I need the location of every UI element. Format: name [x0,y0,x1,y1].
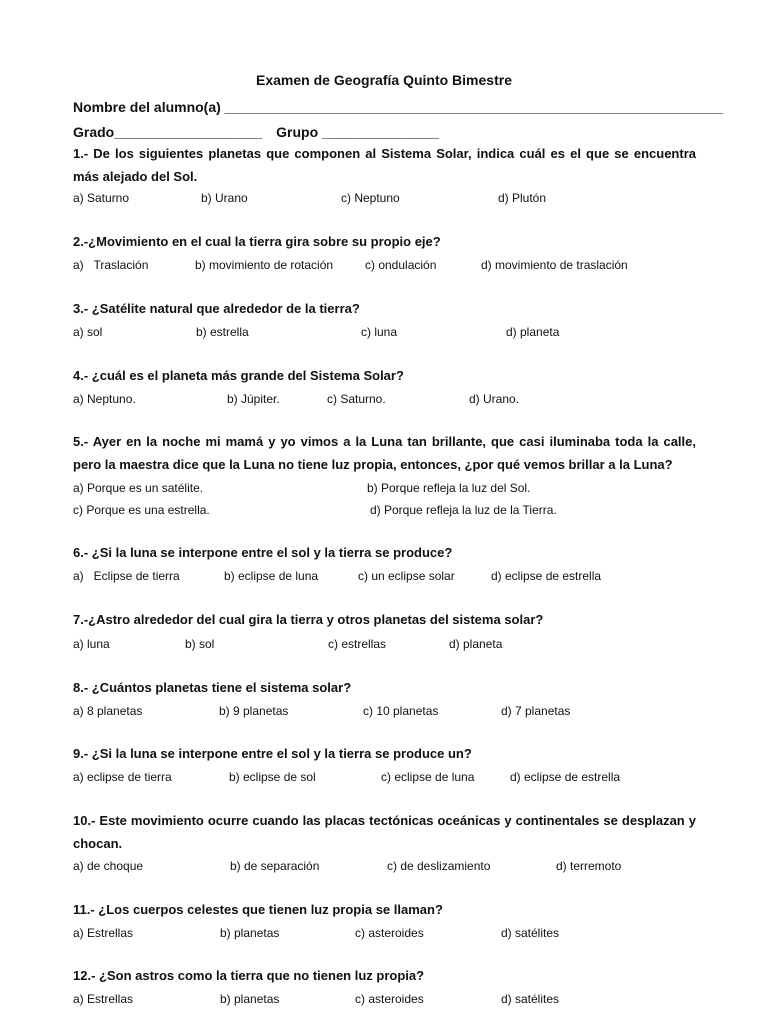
question-5-option-c: c) Porque es una estrella. [73,503,210,517]
question-text: De los siguientes planetas que componen al Sistema Solar, indica cuál es el que se encuentra más alejado del Sol. [73,146,696,184]
question-number: 5.- [73,434,89,449]
question-number: 7.- [73,612,89,627]
question-number: 6.- [73,545,89,560]
question-number: 2.- [73,234,89,249]
question-3-option-b: b) estrella [196,325,249,339]
question-4-option-b: b) Júpiter. [227,392,280,406]
question-6 [73,542,696,565]
question-5-option-b: b) Porque refleja la luz del Sol. [367,481,531,495]
question-10-option-d: d) terremoto [556,859,622,873]
question-8-option-d: d) 7 planetas [501,704,571,718]
question-2-option-c: c) ondulación [365,258,437,272]
question-12-option-d: d) satélites [501,992,560,1006]
question-1 [73,143,696,188]
question-12 [73,965,696,988]
question-4-option-a: a) Neptuno. [73,392,136,406]
question-12-option-b: b) planetas [220,992,280,1006]
question-1-option-a: a) Saturno [73,191,130,205]
question-12-option-a: a) Estrellas [73,992,134,1006]
question-8 [73,677,696,700]
group-label: Grupo [276,124,319,140]
question-number: 12.- [73,968,96,983]
student-name-field [73,98,723,116]
question-11-option-d: d) satélites [501,926,560,940]
question-3-option-c: c) luna [361,325,398,339]
question-3-option-d: d) planeta [506,325,560,339]
question-number: 11.- [73,902,95,917]
question-10-option-b: b) de separación [230,859,320,873]
question-2-option-a: a) Traslación [73,258,149,272]
question-text: ¿Los cuerpos celestes que tienen luz propia se llaman? [94,902,443,917]
student-name-blank: ________________________________________________________________ [220,99,723,115]
question-4-option-c: c) Saturno. [327,392,386,406]
question-text: ¿Si la luna se interpone entre el sol y la tierra se produce? [88,545,453,560]
question-6-option-a: a) Eclipse de tierra [73,569,180,583]
question-text: ¿Si la luna se interpone entre el sol y la tierra se produce un? [88,746,472,761]
question-5-option-a: a) Porque es un satélite. [73,481,204,495]
question-1-option-d: d) Plutón [498,191,547,205]
question-9-option-a: a) eclipse de tierra [73,770,172,784]
question-number: 10.- [73,813,96,828]
question-text: ¿Satélite natural que alrededor de la tierra? [88,301,360,316]
question-5-option-d: d) Porque refleja la luz de la Tierra. [370,503,557,517]
question-7-option-d: d) planeta [449,637,503,651]
question-9-option-c: c) eclipse de luna [381,770,475,784]
question-number: 8.- [73,680,89,695]
question-3-option-a: a) sol [73,325,103,339]
question-7-option-a: a) luna [73,637,110,651]
question-6-option-d: d) eclipse de estrella [491,569,602,583]
question-6-option-c: c) un eclipse solar [358,569,455,583]
question-text: ¿Son astros como la tierra que no tienen luz propia? [95,968,425,983]
question-text: ¿cuál es el planeta más grande del Sistema Solar? [88,368,404,383]
question-text: ¿Movimiento en el cual la tierra gira sobre su propio eje? [88,234,441,249]
question-9-option-d: d) eclipse de estrella [510,770,621,784]
question-text: ¿Cuántos planetas tiene el sistema solar? [88,680,352,695]
question-number: 1.- [73,146,89,161]
question-text: Ayer en la noche mi mamá y yo vimos a la Luna tan brillante, que casi iluminaba toda la calle, pero la maestra dice que la Luna no tiene luz propia, entonces, ¿por qué vemos brillar a la Luna? [73,434,696,472]
exam-title: Examen de Geografía Quinto Bimestre [256,72,512,88]
question-11 [73,899,696,922]
question-3 [73,298,696,321]
question-2 [73,231,696,254]
grade-label: Grado [73,124,115,140]
question-9-option-b: b) eclipse de sol [229,770,316,784]
group-blank: _______________ [318,124,439,140]
question-8-option-a: a) 8 planetas [73,704,143,718]
question-text: ¿Astro alrededor del cual gira la tierra y otros planetas del sistema solar? [88,612,544,627]
question-4-option-d: d) Urano. [469,392,520,406]
question-10 [73,810,696,855]
question-2-option-d: d) movimiento de traslación [481,258,628,272]
student-name-label: Nombre del alumno(a) [73,99,221,115]
question-9 [73,743,696,766]
question-11-option-b: b) planetas [220,926,280,940]
grade-blank: ___________________ [114,124,263,140]
question-11-option-a: a) Estrellas [73,926,134,940]
question-2-option-b: b) movimiento de rotación [195,258,334,272]
question-12-option-c: c) asteroides [355,992,424,1006]
question-8-option-c: c) 10 planetas [363,704,439,718]
question-4 [73,365,696,388]
question-7-option-b: b) sol [185,637,215,651]
question-number: 9.- [73,746,89,761]
question-1-option-b: b) Urano [201,191,248,205]
question-10-option-c: c) de deslizamiento [387,859,491,873]
question-text: Este movimiento ocurre cuando las placas tectónicas oceánicas y continentales se desplazan y chocan. [73,813,696,851]
question-7 [73,609,696,632]
question-7-option-c: c) estrellas [328,637,387,651]
question-number: 3.- [73,301,89,316]
question-8-option-b: b) 9 planetas [219,704,289,718]
grade-group-field [73,123,439,141]
question-10-option-a: a) de choque [73,859,144,873]
question-1-option-c: c) Neptuno [341,191,400,205]
question-number: 4.- [73,368,89,383]
question-6-option-b: b) eclipse de luna [224,569,319,583]
question-11-option-c: c) asteroides [355,926,424,940]
question-5 [73,431,696,476]
